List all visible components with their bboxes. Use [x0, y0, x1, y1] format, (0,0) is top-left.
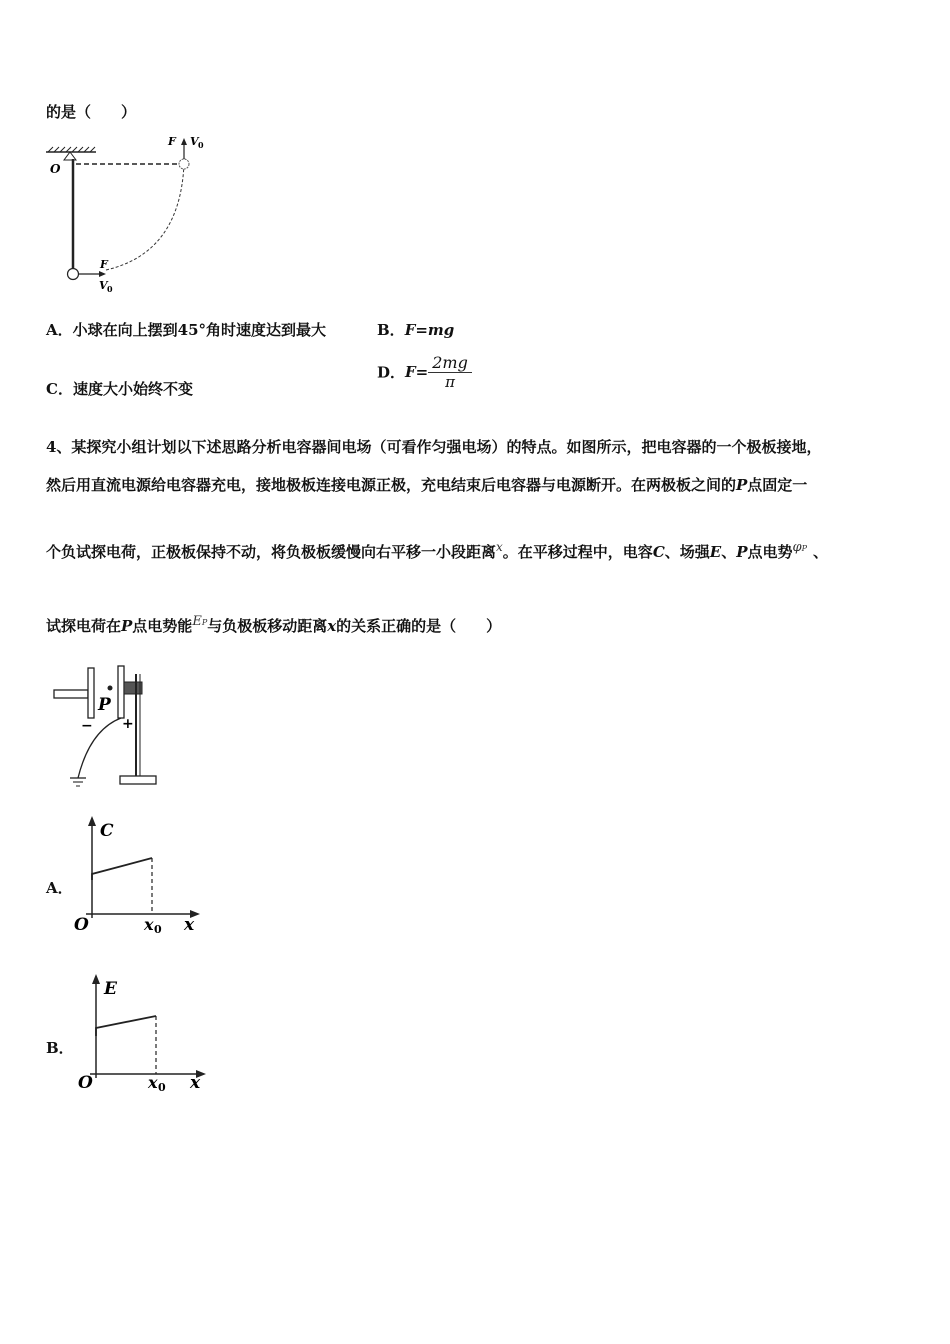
label-o: O [50, 162, 61, 176]
q4-option-a-label[interactable]: A． [46, 879, 73, 897]
graph-b-y-axis: E [104, 979, 117, 999]
graph-b-x0-sub: 0 [158, 1081, 166, 1094]
label-minus: − [81, 718, 93, 734]
label-v-bottom-sub: 0 [107, 284, 113, 294]
label-f-top: F [168, 135, 176, 148]
q4-option-b-label[interactable]: B． [46, 1039, 74, 1057]
graph-a-x-axis: x [184, 915, 195, 935]
graph-a-origin: O [74, 915, 89, 935]
q4-line1: 4、某探究小组计划以下述思路分析电容器间电场（可看作匀强电场）的特点。如图所示，把电容器的一个极板接地， [46, 438, 822, 456]
graph-b-origin: O [78, 1073, 93, 1093]
fraction-2mg-over-pi: $\frac{2mg}{\pi}$ [428, 353, 472, 391]
option-c[interactable]: C．速度大小始终不变 [46, 380, 193, 398]
label-v-top: V [190, 135, 199, 148]
label-v-bottom: V [99, 279, 108, 292]
q4-line4: 试探电荷在P点电势能$^{EP}$与负极板移动距离x的关系正确的是（ ） [46, 614, 502, 635]
label-p: P [98, 695, 111, 715]
graph-b-x0: x [148, 1073, 158, 1092]
option-d[interactable]: D．F= $\frac{2mg}{\pi}$ [377, 353, 472, 391]
option-a[interactable]: A．小球在向上摆到45°角时速度达到最大 [46, 321, 327, 339]
label-plus: + [122, 716, 134, 732]
option-b[interactable]: B．F=mg [377, 321, 455, 339]
label-f-bottom: F [100, 258, 108, 271]
q4-line3: 个负试探电荷，正极板保持不动，将负极板缓慢向右平移一小段距离$^x$。在平移过程中，电容C、场强E、P点电势$^{\varphi P}$ 、 [46, 540, 829, 561]
graph-c-vs-x[interactable] [70, 814, 210, 938]
capacitor-figure [50, 660, 170, 792]
graph-b-x-axis: x [190, 1073, 201, 1093]
pendulum-figure [44, 128, 224, 298]
q4-line2: 然后用直流电源给电容器充电，接地极板连接电源正极，充电结束后电容器与电源断开。在两极板之间的P点固定一 [46, 476, 808, 494]
graph-e-vs-x[interactable] [74, 972, 214, 1096]
label-v-top-sub: 0 [198, 140, 204, 150]
graph-a-x0-sub: 0 [154, 923, 162, 936]
graph-a-x0: x [144, 915, 154, 934]
q3-stem-tail: 的是（ ） [46, 103, 137, 121]
graph-a-y-axis: C [100, 821, 114, 841]
